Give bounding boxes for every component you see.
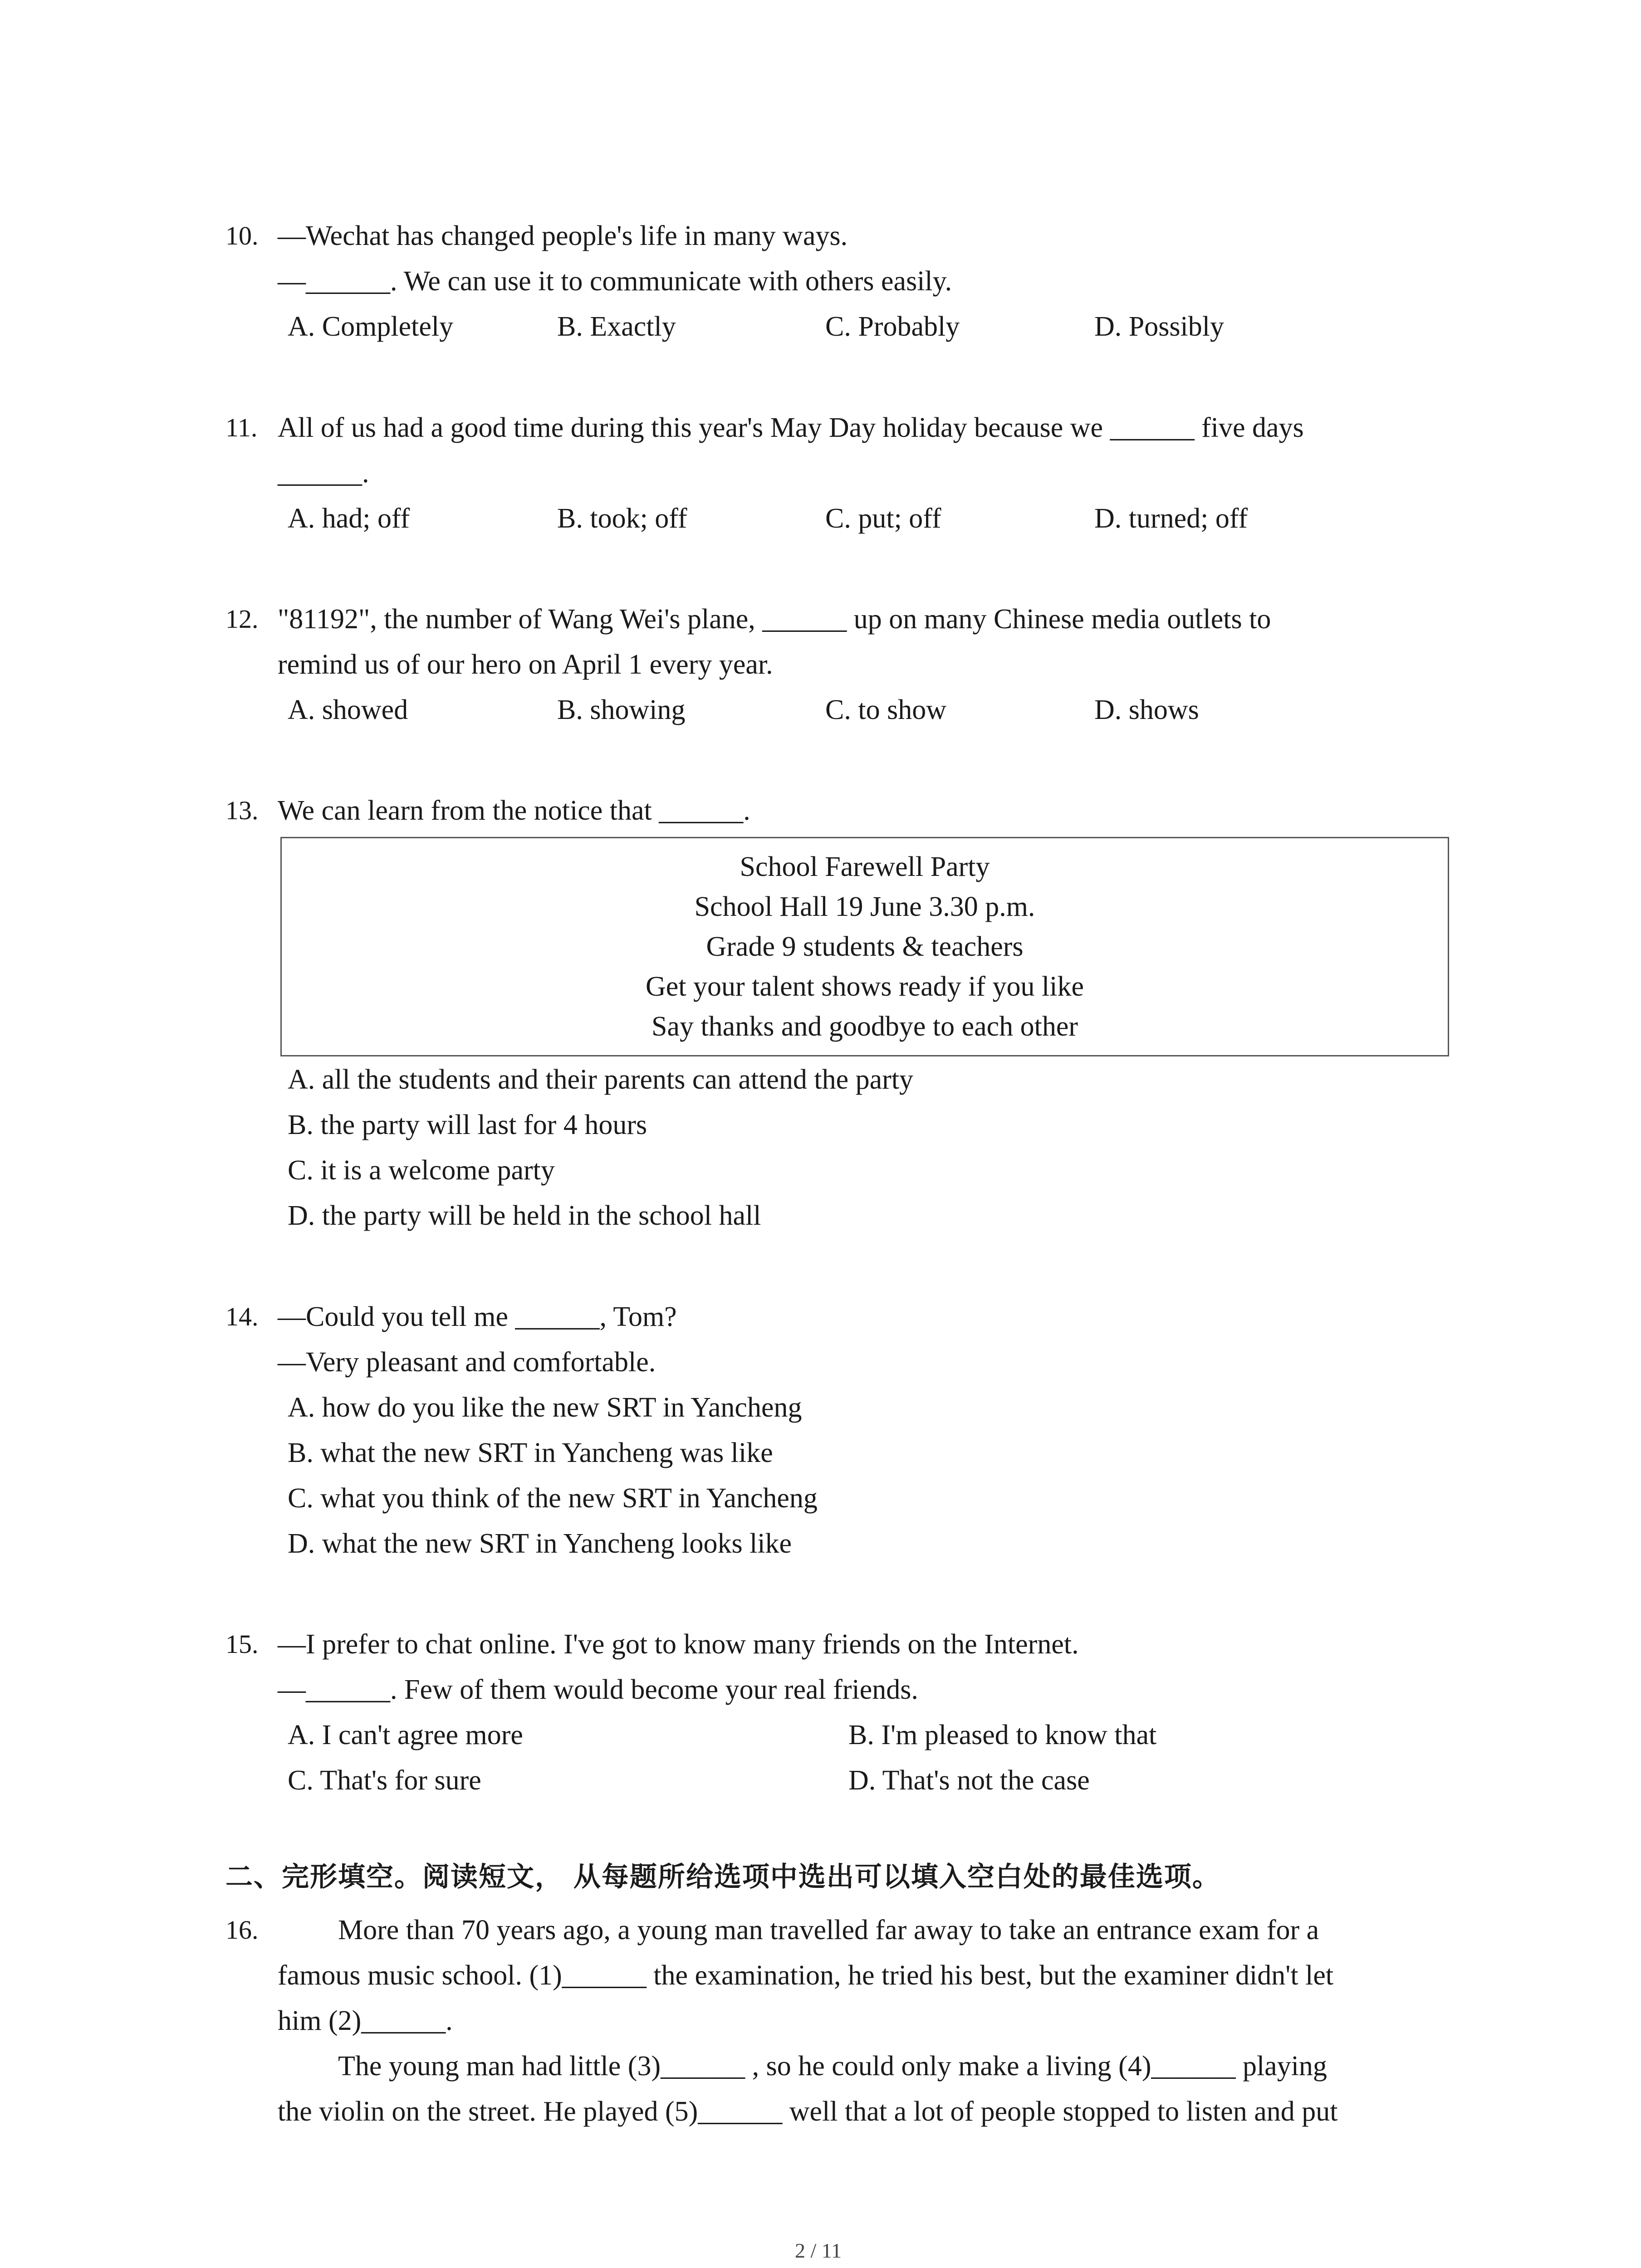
passage-line: More than 70 years ago, a young man travelled far away to take an entrance exam for a [338,1915,1319,1945]
passage-line: him (2)______. [278,2005,453,2036]
passage-line: famous music school. (1)______ the examination, he tried his best, but the examiner didn't let [278,1960,1334,1991]
option-d: D. That's not the case [848,1765,1090,1796]
notice-box [280,837,1449,1056]
question-stem-line2: ______. [278,458,369,489]
question-number: 12. [225,604,259,634]
question-stem-line2: remind us of our hero on April 1 every year. [278,649,773,680]
option-c: C. put; off [825,503,941,534]
section-heading: 二、完形填空。阅读短文， 从每题所给选项中选出可以填入空白处的最佳选项。 [225,1861,1220,1893]
option-a: A. all the students and their parents can attend the party [288,1064,914,1095]
option-a: A. Completely [288,311,454,342]
question-stem: All of us had a good time during this year's May Day holiday because we ______ five days [278,412,1304,443]
question-number: 10. [225,221,259,250]
option-d: D. Possibly [1094,311,1224,342]
option-a: A. how do you like the new SRT in Yancheng [288,1392,802,1423]
notice-line: School Hall 19 June 3.30 p.m. [694,891,1035,922]
question-stem: —Wechat has changed people's life in many ways. [278,220,848,251]
option-b: B. Exactly [557,311,676,342]
question-number: 14. [225,1302,259,1331]
option-a: A. had; off [288,503,410,534]
option-d: D. what the new SRT in Yancheng looks like [288,1528,792,1559]
option-b: B. showing [557,694,686,725]
question-number: 15. [225,1629,259,1659]
question-stem: —Could you tell me ______, Tom? [278,1301,677,1332]
option-c: C. to show [825,694,946,725]
question-stem-line2: —______. We can use it to communicate with others easily. [278,266,952,297]
question-stem-line2: —Very pleasant and comfortable. [278,1347,656,1378]
option-d: D. the party will be held in the school hall [288,1200,761,1231]
option-c: C. Probably [825,311,960,342]
passage-line: The young man had little (3)______ , so he could only make a living (4)______ playing [338,2051,1327,2082]
question-stem-line2: —______. Few of them would become your real friends. [278,1674,918,1705]
question-number: 13. [225,796,259,825]
notice-line: Grade 9 students & teachers [706,931,1024,962]
page-number: 2 / 11 [795,2239,842,2262]
question-stem: We can learn from the notice that ______. [278,795,750,826]
option-d: D. shows [1094,694,1199,725]
notice-line: Say thanks and goodbye to each other [651,1011,1078,1042]
option-d: D. turned; off [1094,503,1248,534]
option-b: B. the party will last for 4 hours [288,1110,647,1140]
question-stem: "81192", the number of Wang Wei's plane, ______ up on many Chinese media outlets to [278,604,1271,635]
option-b: B. I'm pleased to know that [848,1720,1157,1750]
option-a: A. I can't agree more [288,1720,523,1750]
passage-line: the violin on the street. He played (5)______ well that a lot of people stopped to listen and put [278,2096,1338,2127]
option-c: C. it is a welcome party [288,1155,555,1186]
option-b: B. took; off [557,503,687,534]
question-stem: —I prefer to chat online. I've got to know many friends on the Internet. [278,1629,1079,1660]
option-c: C. That's for sure [288,1765,481,1796]
option-c: C. what you think of the new SRT in Yancheng [288,1483,818,1514]
notice-line: Get your talent shows ready if you like [646,971,1084,1002]
notice-line: School Farewell Party [740,851,990,882]
question-number: 11. [225,413,258,442]
option-b: B. what the new SRT in Yancheng was like [288,1437,773,1468]
option-a: A. showed [288,694,408,725]
question-number: 16. [225,1915,259,1945]
